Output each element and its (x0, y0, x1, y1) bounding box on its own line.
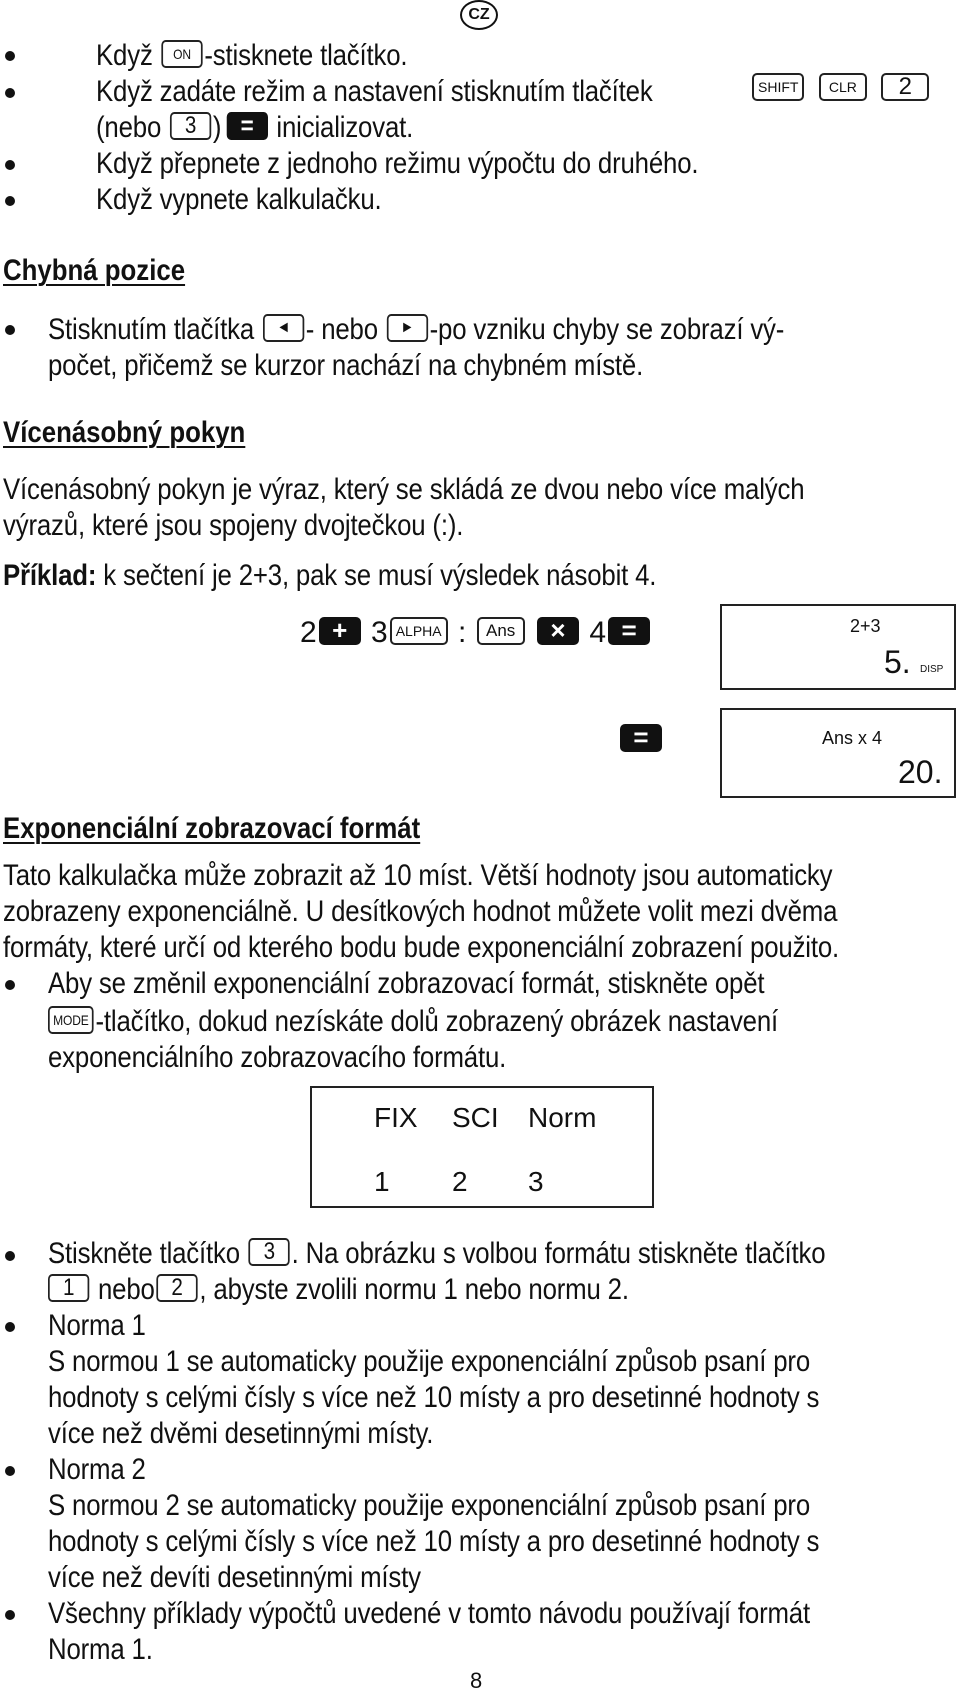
key-3: 3 (249, 1238, 290, 1266)
menu-option: FIX (374, 1102, 418, 1133)
menu-option: SCI (452, 1102, 499, 1133)
paragraph-line: S normou 2 se automaticky použije exponenciální způsob psaní pro (48, 1489, 811, 1522)
disp-indicator: DISP (920, 664, 944, 675)
left-arrow-key: ◄ (263, 314, 304, 342)
menu-number: 3 (528, 1166, 544, 1197)
list-item: Když vypnete kalkulačku. (96, 183, 382, 216)
paragraph-line: Norma 1 (48, 1309, 146, 1342)
bullet (5, 196, 15, 206)
format-menu-display (310, 1086, 654, 1208)
menu-option: Norm (528, 1102, 597, 1133)
list-item: Když ON -stisknete tlačítko. (96, 39, 408, 72)
paragraph-line: hodnoty s celými čísly s více než 10 místy a pro desetinné hodnoty s (48, 1525, 820, 1558)
display-expression: 2+3 (850, 616, 881, 636)
paragraph-line: více než devíti desetinnými místy (48, 1561, 421, 1594)
example-line: Příklad: k sečtení je 2+3, pak se musí výsledek násobit 4. (3, 559, 657, 592)
bullet (5, 160, 15, 170)
equals-key: = (620, 724, 662, 752)
calculator-display (720, 604, 956, 690)
paragraph-line: 1 nebo 2 , abyste zvolili normu 1 nebo normu 2. (48, 1272, 629, 1308)
paragraph-line: Aby se změnil exponenciální zobrazovací formát, stiskněte opět (48, 967, 765, 1000)
key-sequence: 2 + 3 ALPHA : Ans × 4 = (300, 616, 652, 650)
shift-key: SHIFT (752, 73, 804, 101)
bullet (5, 88, 15, 98)
ans-key: Ans (477, 617, 525, 645)
page-number: 8 (470, 1668, 483, 1693)
multiply-key: × (537, 617, 579, 645)
section-heading: Exponenciální zobrazovací formát (3, 812, 421, 845)
bullet (5, 1466, 15, 1476)
on-key: ON (161, 40, 202, 68)
paragraph-line: formáty, které určí od kterého bodu bude exponenciální zobrazení použito. (3, 931, 840, 964)
paragraph-line: výrazů, které jsou spojeny dvojtečkou (:). (3, 509, 464, 542)
menu-number: 2 (452, 1166, 468, 1197)
alpha-key: ALPHA (390, 617, 448, 645)
language-badge: CZ (460, 0, 498, 30)
key-sequence (618, 722, 664, 755)
display-expression: Ans x 4 (822, 728, 883, 748)
mode-key: MODE (48, 1006, 94, 1034)
paragraph-line: Vícenásobný pokyn je výraz, který se skládá ze dvou nebo více malých (3, 473, 805, 506)
paragraph-line: S normou 1 se automaticky použije exponenciální způsob psaní pro (48, 1345, 811, 1378)
paragraph-line: hodnoty s celými čísly s více než 10 místy a pro desetinné hodnoty s (48, 1381, 820, 1414)
right-arrow-key: ► (387, 314, 428, 342)
bullet (5, 325, 15, 335)
equals-key: = (608, 617, 650, 645)
list-item: Když zadáte režim a nastavení stisknutím tlačítek (96, 75, 653, 108)
paragraph-line: Tato kalkulačka může zobrazit až 10 míst. Větší hodnoty jsou automaticky (3, 859, 833, 892)
paragraph-line: Všechny příklady výpočtů uvedené v tomto návodu používají formát (48, 1597, 810, 1630)
paragraph-line: exponenciálního zobrazovacího formátu. (48, 1041, 507, 1074)
paragraph-line: Norma 2 (48, 1453, 146, 1486)
bullet (5, 1322, 15, 1332)
display-result: 5. (884, 644, 911, 680)
paragraph-line: Stisknutím tlačítka ◄ - nebo ► -po vzniku chyby se zobrazí vý- (48, 313, 785, 346)
paragraph-line: Stiskněte tlačítko 3 . Na obrázku s volbou formátu stiskněte tlačítko (48, 1237, 826, 1270)
paragraph-line: počet, přičemž se kurzor nachází na chybném místě. (48, 349, 644, 382)
equals-key: = (226, 112, 267, 140)
section-heading: Vícenásobný pokyn (3, 416, 246, 449)
display-result: 20. (898, 754, 943, 790)
list-item: (nebo 3 ) = inicializovat. (96, 110, 414, 144)
key-2: 2 (881, 73, 929, 101)
paragraph-line: Norma 1. (48, 1633, 153, 1666)
bullet (5, 51, 15, 61)
key-3: 3 (170, 112, 211, 140)
clr-key: CLR (819, 73, 867, 101)
bullet (5, 1251, 15, 1261)
paragraph-line: více než dvěmi desetinnými místy. (48, 1417, 434, 1450)
key-1: 1 (48, 1274, 89, 1302)
key-sequence (750, 73, 931, 104)
key-2: 2 (156, 1274, 197, 1302)
list-item: Když přepnete z jednoho režimu výpočtu do druhého. (96, 147, 699, 180)
calculator-display (720, 708, 956, 798)
plus-key: + (319, 617, 361, 645)
paragraph-line: MODE -tlačítko, dokud nezískáte dolů zobrazený obrázek nastavení (48, 1004, 778, 1040)
bullet (5, 1610, 15, 1620)
paragraph-line: zobrazeny exponenciálně. U desítkových hodnot můžete volit mezi dvěma (3, 895, 838, 928)
menu-number: 1 (374, 1166, 390, 1197)
section-heading: Chybná pozice (3, 254, 186, 287)
bullet (5, 980, 15, 990)
